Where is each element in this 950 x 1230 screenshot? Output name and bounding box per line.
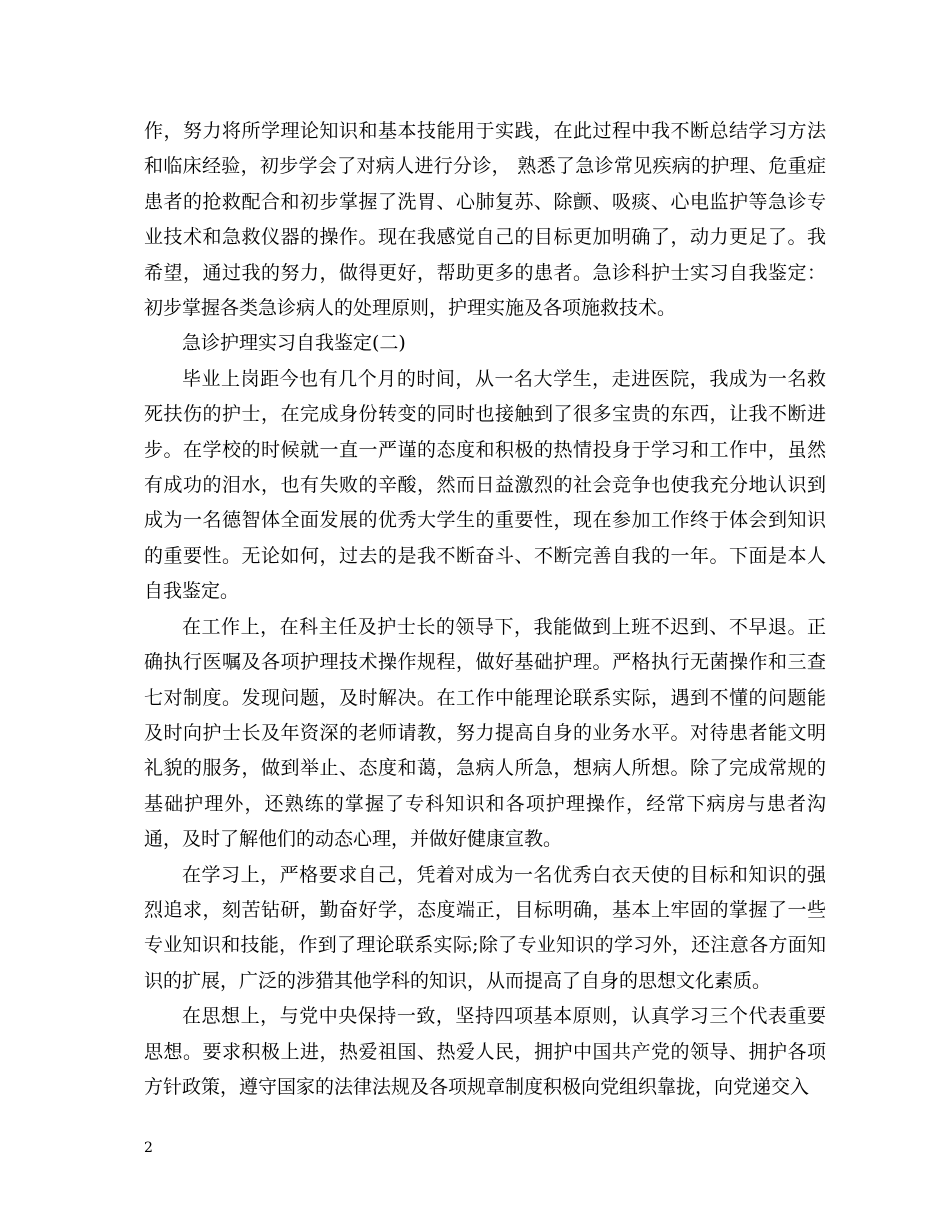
document-page [144, 114, 826, 1105]
paragraph-thought: 在思想上，与党中央保持一致，坚持四项基本原则，认真学习三个代表重要思想。要求积极上进，热爱祖国、热爱人民，拥护中国共产党的领导、拥护各项方针政策，遵守国家的法律法规及各项规章制度积极向党组织靠拢，向党递交入 [144, 1005, 826, 1098]
page-number: 2 [144, 1140, 153, 1156]
paragraph-intro: 毕业上岗距今也有几个月的时间，从一名大学生，走进医院，我成为一名救死扶伤的护士，在完成身份转变的同时也接触到了很多宝贵的东西，让我不断进步。在学校的时候就一直一严谨的态度和积极的热情投身于学习和工作中，虽然有成功的泪水，也有失败的辛酸，然而日益激烈的社会竞争也使我充分地认识到成为一名德智体全面发展的优秀大学生的重要性，现在参加工作终于体会到知识的重要性。无论如何，过去的是我不断奋斗、不断完善自我的一年。下面是本人自我鉴定。 [144, 367, 826, 603]
paragraph-work: 在工作上，在科主任及护士长的领导下，我能做到上班不迟到、不早退。正确执行医嘱及各项护理技术操作规程，做好基础护理。严格执行无菌操作和三查七对制度。发现问题，及时解决。在工作中能理论联系实际，遇到不懂的问题能及时向护士长及年资深的老师请教，努力提高自身的业务水平。对待患者能文明礼貌的服务，做到举止、态度和蔼，急病人所急，想病人所想。除了完成常规的基础护理外，还熟练的掌握了专科知识和各项护理操作，经常下病房与患者沟通，及时了解他们的动态心理，并做好健康宣教。 [144, 615, 826, 851]
paragraph-study: 在学习上，严格要求自己，凭着对成为一名优秀白衣天使的目标和知识的强烈追求，刻苦钻研，勤奋好学，态度端正，目标明确，基本上牢固的掌握了一些专业知识和技能，作到了理论联系实际;除了专业知识的学习外，还注意各方面知识的扩展，广泛的涉猎其他学科的知识，从而提高了自身的思想文化素质。 [144, 863, 826, 992]
paragraph-continuation: 作，努力将所学理论知识和基本技能用于实践，在此过程中我不断总结学习方法和临床经验，初步学会了对病人进行分诊， 熟悉了急诊常见疾病的护理、危重症患者的抢救配合和初步掌握了洗胃、心肺复苏、除颤、吸痰、心电监护等急诊专业技术和急救仪器的操作。现在我感觉自己的目标更加明确了，动力更足了。我希望，通过我的努力，做得更好，帮助更多的患者。急诊科护士实习自我鉴定：初步掌握各类急诊病人的处理原则，护理实施及各项施救技术。 [144, 120, 826, 320]
section-heading: 急诊护理实习自我鉴定(二) [182, 332, 406, 355]
